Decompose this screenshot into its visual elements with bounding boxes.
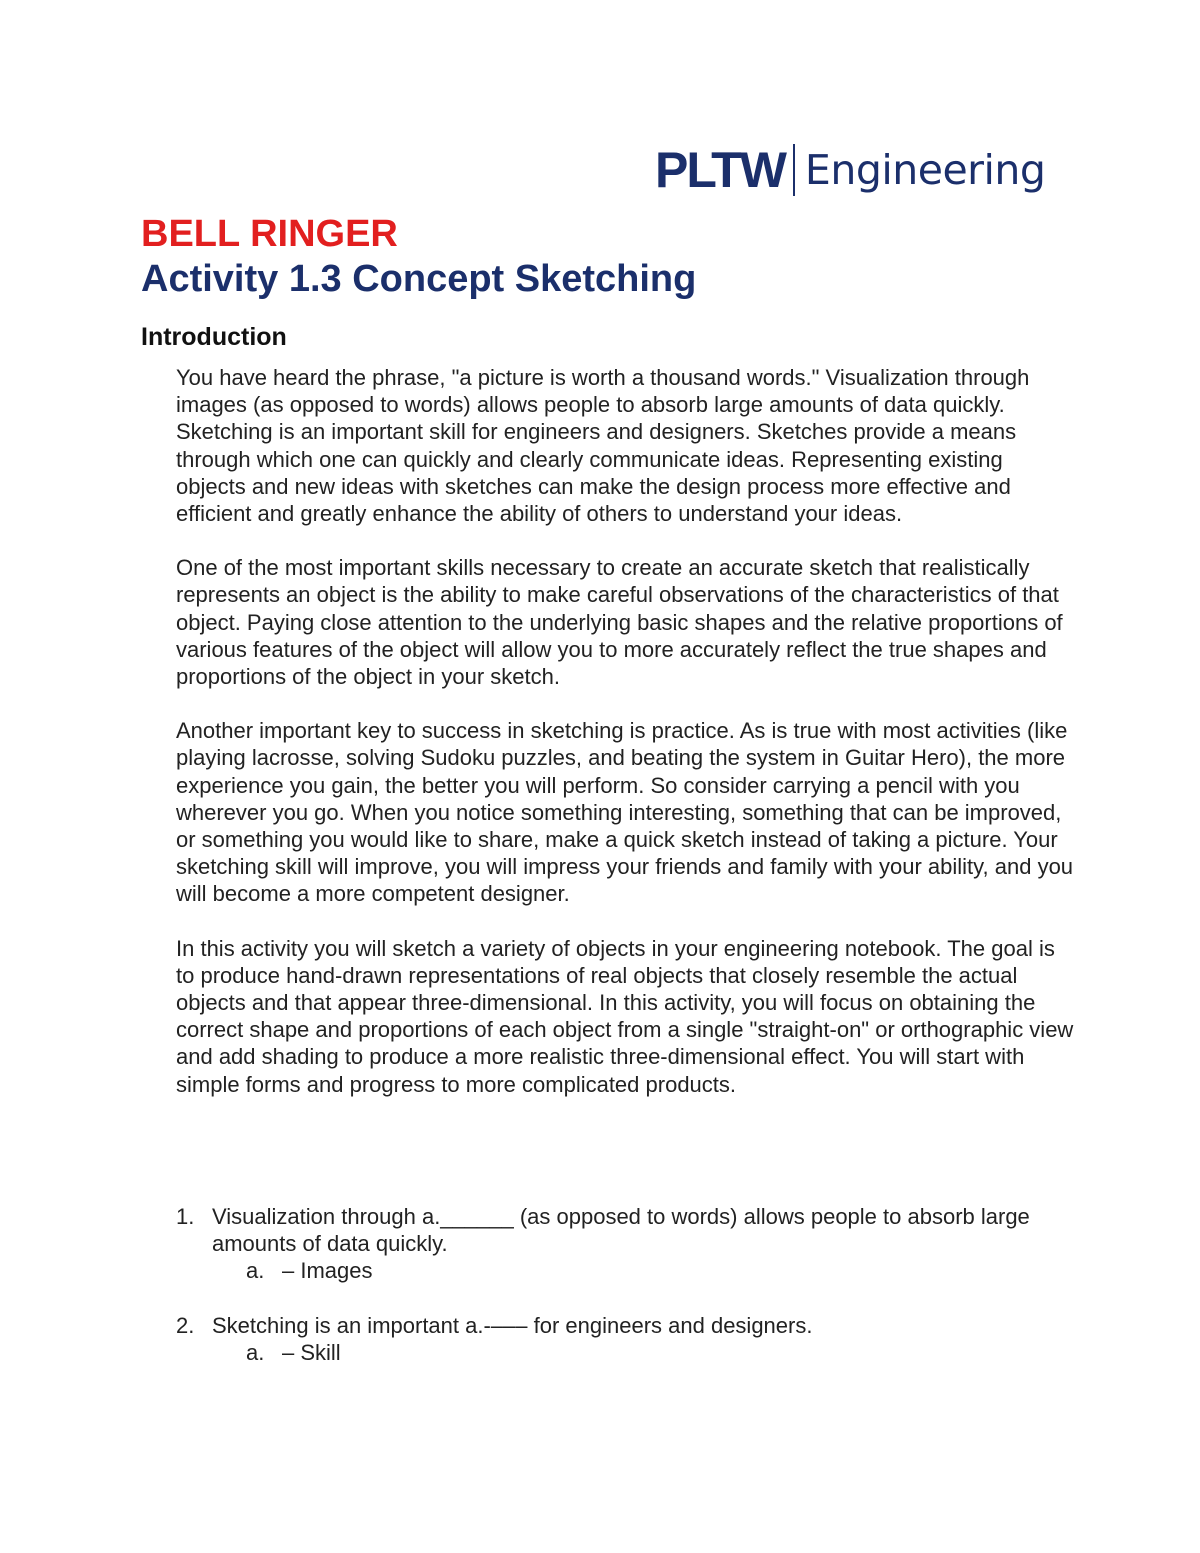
bell-ringer-heading: BELL RINGER (141, 213, 398, 255)
question-answer (246, 1339, 1076, 1366)
logo-brand: PLTW (655, 142, 785, 198)
answer-text: – Skill (282, 1340, 341, 1366)
paragraph: Another important key to success in sketching is practice. As is true with most activities (like playing lacrosse, solving Sudoku puzzles, and beating the system in Guitar Hero), the more experience you gain, the better you will perform. So consider carrying a pencil with you wherever you go. When you notice something interesting, something that can be improved, or something you would like to share, make a quick sketch instead of taking a picture. Your sketching skill will improve, you will impress your friends and family with your ability, and you will become a more competent designer. (176, 718, 1074, 907)
question-1 (176, 1203, 1076, 1285)
logo-divider (793, 144, 795, 196)
pltw-engineering-logo (655, 140, 1045, 200)
question-2 (176, 1312, 1076, 1366)
paragraph: In this activity you will sketch a variety of objects in your engineering notebook. The goal is to produce hand-drawn representations of real objects that closely resemble the actual objects and that appear three-dimensional. In this activity, you will focus on obtaining the correct shape and proportions of each object from a single "straight-on" or orthographic view and add shading to produce a more realistic three-dimensional effect. You will start with simple forms and progress to more complicated products. (176, 935, 1074, 1097)
paragraph: You have heard the phrase, "a picture is worth a thousand words." Visualization through images (as opposed to words) allows people to absorb large amounts of data quickly. Sketching is an important skill for engineers and designers. Sketches provide a means through which one can quickly and clearly communicate ideas. Representing existing objects and new ideas with sketches can make the design process more effective and efficient and greatly enhance the ability of others to understand your ideas. (176, 365, 1030, 527)
activity-title: Activity 1.3 Concept Sketching (141, 258, 697, 300)
section-title-introduction: Introduction (141, 323, 287, 351)
logo-word: Engineering (804, 145, 1046, 194)
paragraph: One of the most important skills necessary to create an accurate sketch that realistically represents an object is the ability to make careful observations of the characteristics of that object. Paying close attention to the underlying basic shapes and the relative proportions of various features of the object will allow you to more accurately reflect the true shapes and proportions of the object in your sketch. (176, 555, 1063, 690)
question-answer (246, 1257, 1076, 1284)
answer-text: – Images (282, 1258, 373, 1284)
introduction-body (176, 364, 1076, 1125)
question-number: 2. (176, 1313, 195, 1338)
answer-letter: a. (246, 1258, 265, 1284)
question-text: Sketching is an important a.-––– for engineers and designers. (212, 1313, 813, 1338)
question-number: 1. (176, 1204, 195, 1229)
question-text: Visualization through a.______ (as opposed to words) allows people to absorb large amounts of data quickly. (212, 1204, 1030, 1257)
answer-letter: a. (246, 1340, 265, 1366)
